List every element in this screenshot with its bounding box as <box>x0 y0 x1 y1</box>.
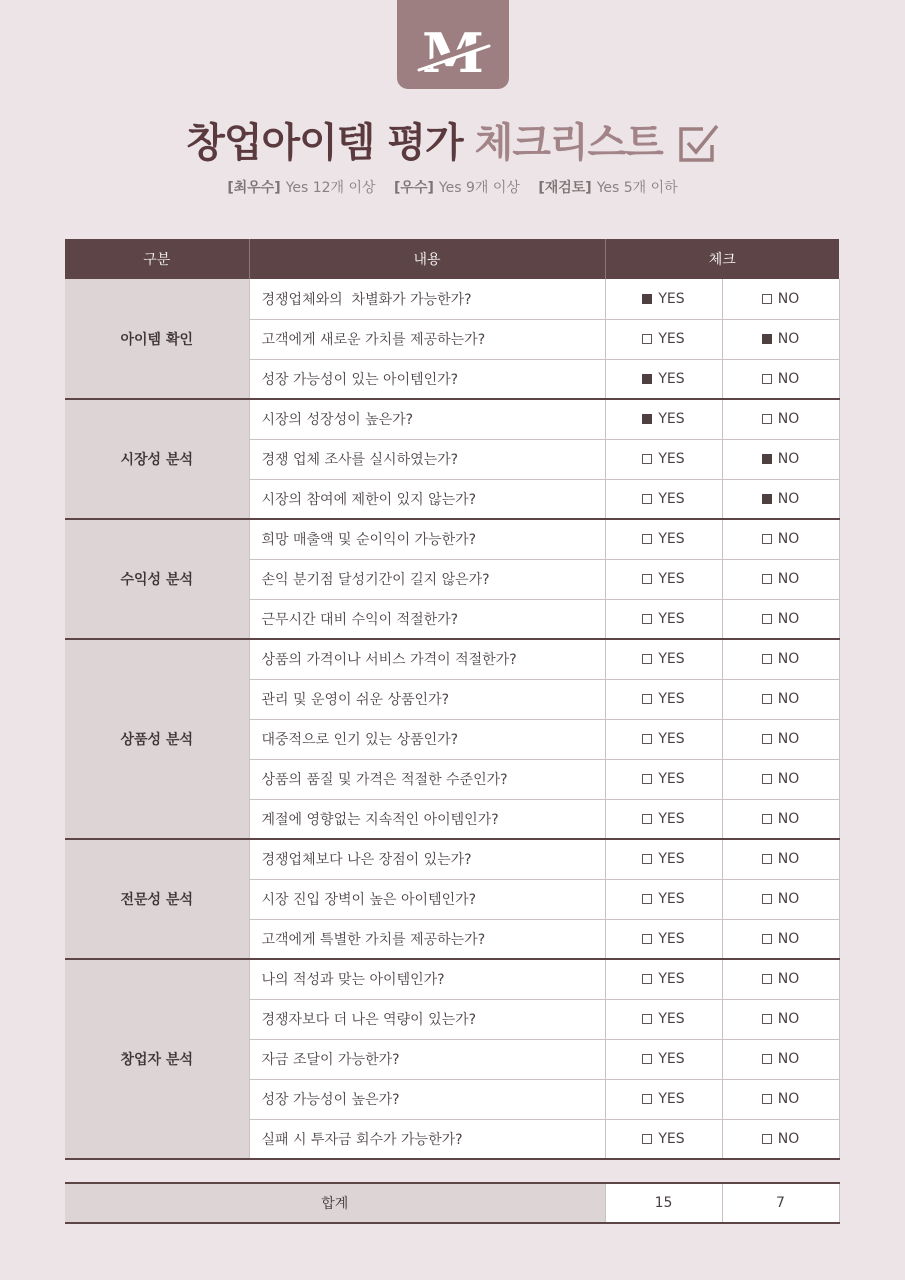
no-check-cell[interactable] <box>722 639 839 679</box>
question-cell: 실패 시 투자금 회수가 가능한가? <box>249 1119 605 1159</box>
no-label: NO <box>777 451 800 467</box>
category-cell: 아이템 확인 <box>65 279 249 399</box>
no-checkbox[interactable] <box>762 654 772 664</box>
no-label: NO <box>777 290 800 307</box>
yes-checkbox[interactable] <box>642 694 652 704</box>
yes-check-cell[interactable] <box>605 519 722 559</box>
question-cell: 시장의 성장성이 높은가? <box>249 399 605 439</box>
no-checkbox[interactable] <box>762 1014 772 1024</box>
no-check-cell[interactable] <box>722 279 839 319</box>
checklist-table <box>65 239 840 1160</box>
no-checkbox[interactable] <box>762 1054 772 1064</box>
total-label: 합계 <box>65 1183 605 1223</box>
table-header-row <box>65 239 839 279</box>
no-label: NO <box>777 731 800 747</box>
yes-label: YES <box>658 1130 685 1147</box>
yes-check-cell[interactable] <box>605 1039 722 1079</box>
yes-checkbox[interactable] <box>642 534 652 544</box>
no-label: NO <box>777 411 800 428</box>
criteria-rule: Yes 9개 이상 <box>438 180 520 196</box>
no-checkbox[interactable] <box>762 694 772 704</box>
no-check-cell[interactable] <box>722 759 839 799</box>
no-check-cell[interactable] <box>722 519 839 559</box>
no-label: NO <box>777 651 800 668</box>
no-check-cell[interactable] <box>722 1119 839 1159</box>
no-label: NO <box>777 1011 800 1027</box>
question-cell: 관리 및 운영이 쉬운 상품인가? <box>249 679 605 719</box>
question-cell: 나의 적성과 맞는 아이템인가? <box>249 959 605 999</box>
no-label: NO <box>777 1130 800 1147</box>
question-cell: 경쟁업체보다 나은 장점이 있는가? <box>249 839 605 879</box>
question-cell: 경쟁업체와의 차별화가 가능한가? <box>249 279 605 319</box>
no-label: NO <box>777 851 800 868</box>
total-yes-count: 15 <box>605 1183 722 1223</box>
no-check-cell[interactable] <box>722 1079 839 1119</box>
question-cell: 시장의 참여에 제한이 있지 않는가? <box>249 479 605 519</box>
no-check-cell[interactable] <box>722 839 839 879</box>
no-checkbox[interactable] <box>762 1094 772 1104</box>
yes-label: YES <box>658 411 685 428</box>
yes-label: YES <box>658 610 685 627</box>
yes-label: YES <box>658 451 685 467</box>
logo-letter: M <box>422 21 484 85</box>
yes-label: YES <box>658 370 685 387</box>
criteria-rule: Yes 5개 이하 <box>596 180 678 196</box>
header-content: 내용 <box>249 239 605 279</box>
yes-label: YES <box>658 571 685 587</box>
yes-check-cell[interactable] <box>605 319 722 359</box>
yes-check-cell[interactable] <box>605 599 722 639</box>
yes-checkbox[interactable] <box>642 414 652 424</box>
no-checkbox[interactable] <box>762 854 772 864</box>
no-label: NO <box>777 771 800 787</box>
yes-check-cell[interactable] <box>605 399 722 439</box>
question-cell: 상품의 품질 및 가격은 적절한 수준인가? <box>249 759 605 799</box>
no-check-cell[interactable] <box>722 599 839 639</box>
category-cell: 전문성 분석 <box>65 839 249 959</box>
yes-label: YES <box>658 930 685 947</box>
no-check-cell[interactable] <box>722 359 839 399</box>
question-cell: 대중적으로 인기 있는 상품인가? <box>249 719 605 759</box>
yes-check-cell[interactable] <box>605 279 722 319</box>
category-cell: 수익성 분석 <box>65 519 249 639</box>
yes-label: YES <box>658 531 685 548</box>
yes-check-cell[interactable] <box>605 799 722 839</box>
yes-check-cell[interactable] <box>605 919 722 959</box>
yes-checkbox[interactable] <box>642 614 652 624</box>
total-no-count: 7 <box>722 1183 839 1223</box>
yes-check-cell[interactable] <box>605 839 722 879</box>
yes-checkbox[interactable] <box>642 934 652 944</box>
yes-checkbox[interactable] <box>642 814 652 824</box>
yes-check-cell[interactable] <box>605 559 722 599</box>
no-label: NO <box>777 571 800 587</box>
no-checkbox[interactable] <box>762 814 772 824</box>
question-cell: 고객에게 새로운 가치를 제공하는가? <box>249 319 605 359</box>
table-row <box>65 279 839 319</box>
yes-checkbox[interactable] <box>642 654 652 664</box>
yes-checkbox[interactable] <box>642 1054 652 1064</box>
yes-label: YES <box>658 290 685 307</box>
yes-check-cell[interactable] <box>605 1079 722 1119</box>
no-label: NO <box>777 891 800 907</box>
title-main: 창업아이템 평가 <box>186 120 463 166</box>
yes-checkbox[interactable] <box>642 454 652 464</box>
category-cell: 상품성 분석 <box>65 639 249 839</box>
yes-check-cell[interactable] <box>605 639 722 679</box>
yes-checkbox[interactable] <box>642 494 652 504</box>
yes-check-cell[interactable] <box>605 879 722 919</box>
yes-check-cell[interactable] <box>605 1119 722 1159</box>
question-cell: 시장 진입 장벽이 높은 아이템인가? <box>249 879 605 919</box>
total-table <box>65 1182 840 1224</box>
question-cell: 고객에게 특별한 가치를 제공하는가? <box>249 919 605 959</box>
yes-label: YES <box>658 1091 685 1107</box>
no-check-cell[interactable] <box>722 1039 839 1079</box>
no-label: NO <box>777 930 800 947</box>
yes-check-cell[interactable] <box>605 479 722 519</box>
no-label: NO <box>777 490 800 507</box>
criteria-grade: [재검토] <box>538 180 592 196</box>
yes-check-cell[interactable] <box>605 359 722 399</box>
category-cell: 창업자 분석 <box>65 959 249 1159</box>
table-row <box>65 839 839 879</box>
yes-checkbox[interactable] <box>642 1094 652 1104</box>
no-check-cell[interactable] <box>722 719 839 759</box>
yes-checkbox[interactable] <box>642 894 652 904</box>
total-row <box>65 1183 839 1223</box>
yes-check-cell[interactable] <box>605 719 722 759</box>
no-check-cell[interactable] <box>722 879 839 919</box>
no-check-cell[interactable] <box>722 479 839 519</box>
yes-checkbox[interactable] <box>642 294 652 304</box>
no-checkbox[interactable] <box>762 494 772 504</box>
yes-checkbox[interactable] <box>642 374 652 384</box>
criteria-item <box>227 180 375 196</box>
no-checkbox[interactable] <box>762 1134 772 1144</box>
yes-checkbox[interactable] <box>642 774 652 784</box>
no-checkbox[interactable] <box>762 894 772 904</box>
question-cell: 경쟁자보다 더 나은 역량이 있는가? <box>249 999 605 1039</box>
no-label: NO <box>777 331 800 347</box>
no-label: NO <box>777 971 800 988</box>
yes-label: YES <box>658 1051 685 1067</box>
question-cell: 성장 가능성이 높은가? <box>249 1079 605 1119</box>
no-label: NO <box>777 1051 800 1067</box>
yes-label: YES <box>658 1011 685 1027</box>
no-label: NO <box>777 691 800 707</box>
yes-check-cell[interactable] <box>605 999 722 1039</box>
table-row <box>65 959 839 999</box>
no-checkbox[interactable] <box>762 454 772 464</box>
no-check-cell[interactable] <box>722 679 839 719</box>
question-cell: 경쟁 업체 조사를 실시하였는가? <box>249 439 605 479</box>
no-checkbox[interactable] <box>762 974 772 984</box>
no-label: NO <box>777 370 800 387</box>
logo-m-icon <box>397 0 509 89</box>
checkbox-check-icon <box>677 123 719 163</box>
yes-label: YES <box>658 891 685 907</box>
yes-label: YES <box>658 971 685 988</box>
question-cell: 성장 가능성이 있는 아이템인가? <box>249 359 605 399</box>
header-check: 체크 <box>605 239 839 279</box>
yes-checkbox[interactable] <box>642 574 652 584</box>
yes-checkbox[interactable] <box>642 854 652 864</box>
no-checkbox[interactable] <box>762 774 772 784</box>
no-check-cell[interactable] <box>722 439 839 479</box>
yes-label: YES <box>658 691 685 707</box>
criteria-item <box>394 180 520 196</box>
question-cell: 상품의 가격이나 서비스 가격이 적절한가? <box>249 639 605 679</box>
no-check-cell[interactable] <box>722 799 839 839</box>
no-checkbox[interactable] <box>762 614 772 624</box>
no-checkbox[interactable] <box>762 934 772 944</box>
yes-label: YES <box>658 810 685 827</box>
header-category: 구분 <box>65 239 249 279</box>
page-title <box>0 114 905 172</box>
category-cell: 시장성 분석 <box>65 399 249 519</box>
criteria-bar <box>0 176 905 200</box>
no-check-cell[interactable] <box>722 919 839 959</box>
no-check-cell[interactable] <box>722 959 839 999</box>
no-label: NO <box>777 1091 800 1107</box>
no-label: NO <box>777 610 800 627</box>
no-check-cell[interactable] <box>722 999 839 1039</box>
no-checkbox[interactable] <box>762 414 772 424</box>
yes-label: YES <box>658 731 685 747</box>
yes-checkbox[interactable] <box>642 334 652 344</box>
no-check-cell[interactable] <box>722 559 839 599</box>
yes-label: YES <box>658 851 685 868</box>
no-label: NO <box>777 810 800 827</box>
criteria-item <box>538 180 677 196</box>
logo-tab <box>397 0 509 89</box>
no-checkbox[interactable] <box>762 294 772 304</box>
yes-checkbox[interactable] <box>642 1014 652 1024</box>
yes-label: YES <box>658 490 685 507</box>
no-checkbox[interactable] <box>762 574 772 584</box>
question-cell: 희망 매출액 및 순이익이 가능한가? <box>249 519 605 559</box>
no-checkbox[interactable] <box>762 374 772 384</box>
question-cell: 자금 조달이 가능한가? <box>249 1039 605 1079</box>
no-check-cell[interactable] <box>722 319 839 359</box>
yes-checkbox[interactable] <box>642 1134 652 1144</box>
criteria-grade: [최우수] <box>227 180 281 196</box>
yes-label: YES <box>658 651 685 668</box>
yes-check-cell[interactable] <box>605 679 722 719</box>
criteria-grade: [우수] <box>394 180 434 196</box>
title-accent: 체크리스트 <box>474 120 663 166</box>
table-row <box>65 519 839 559</box>
question-cell: 손익 분기점 달성기간이 길지 않은가? <box>249 559 605 599</box>
yes-label: YES <box>658 331 685 347</box>
no-checkbox[interactable] <box>762 534 772 544</box>
question-cell: 계절에 영향없는 지속적인 아이템인가? <box>249 799 605 839</box>
yes-check-cell[interactable] <box>605 959 722 999</box>
title-heading <box>186 114 663 172</box>
yes-checkbox[interactable] <box>642 734 652 744</box>
no-checkbox[interactable] <box>762 734 772 744</box>
yes-check-cell[interactable] <box>605 759 722 799</box>
no-check-cell[interactable] <box>722 399 839 439</box>
yes-label: YES <box>658 771 685 787</box>
question-cell: 근무시간 대비 수익이 적절한가? <box>249 599 605 639</box>
table-row <box>65 639 839 679</box>
yes-check-cell[interactable] <box>605 439 722 479</box>
criteria-rule: Yes 12개 이상 <box>285 180 376 196</box>
no-checkbox[interactable] <box>762 334 772 344</box>
no-label: NO <box>777 531 800 548</box>
table-row <box>65 399 839 439</box>
yes-checkbox[interactable] <box>642 974 652 984</box>
